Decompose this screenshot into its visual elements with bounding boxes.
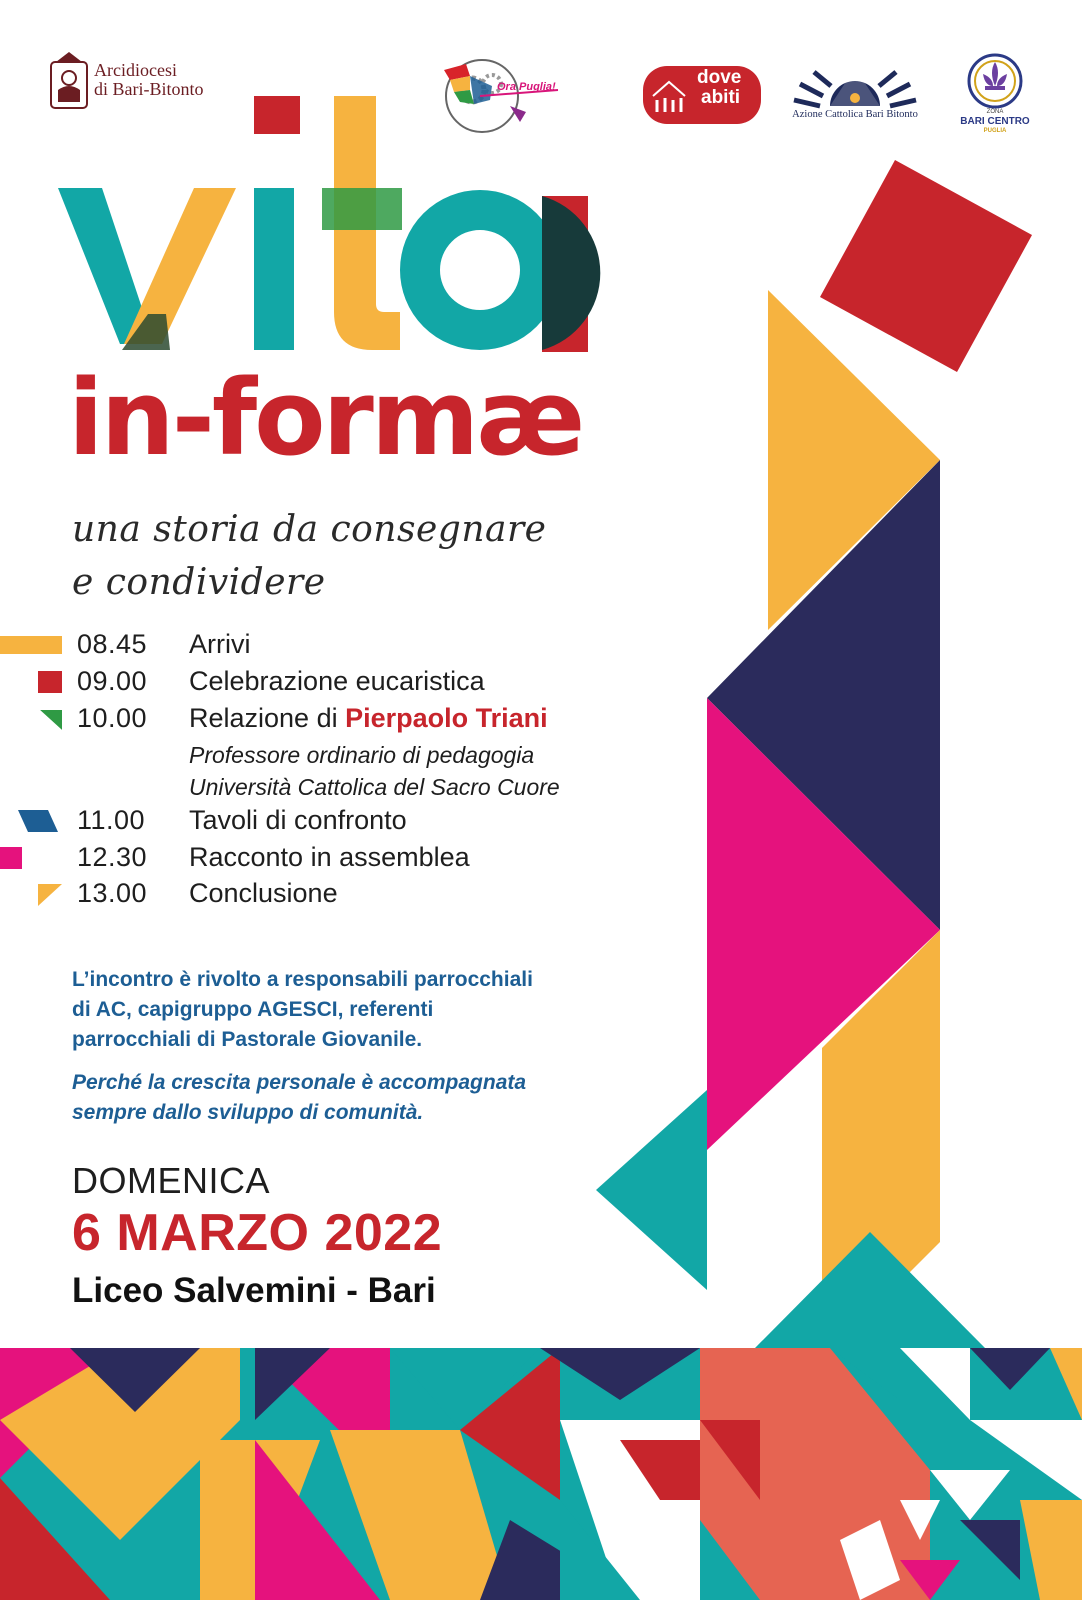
agesci-zona: ZONA [986, 109, 1004, 115]
program-title: Tavoli di confronto [189, 805, 407, 835]
agesci-name: BARI CENTRO [960, 116, 1030, 127]
program-item-1 [0, 666, 640, 702]
mosaic-band [0, 1348, 1082, 1600]
dove-word: dove [697, 67, 742, 88]
audience-line: L’incontro è rivolto a responsabili parrocchiali [72, 968, 533, 991]
speaker-affiliation: Università Cattolica del Sacro Cuore [189, 774, 560, 800]
tangram-orange-parallelogram [822, 930, 940, 1360]
audience-line: di AC, capigruppo AGESCI, referenti [72, 998, 434, 1021]
magenta-square-marker-icon [0, 847, 22, 869]
program-title [189, 703, 548, 734]
event-date: 6 MARZO 2022 [72, 1204, 443, 1262]
audience-line: parrocchiali di Pastorale Giovanile. [72, 1028, 423, 1051]
tangram-teal-foot [755, 1232, 985, 1348]
red-square-marker-icon [38, 671, 62, 693]
title-vita [50, 92, 610, 362]
tangram-navy-triangle [707, 460, 940, 930]
title-informae: in-formæ [68, 357, 583, 479]
event-venue: Liceo Salvemini - Bari [72, 1271, 436, 1310]
program-time: 09.00 [77, 666, 148, 696]
azione-cattolica-logo [790, 66, 920, 126]
arcidiocesi-line1: Arcidiocesi [94, 60, 177, 80]
title-letter-t-bar [322, 188, 402, 230]
program-title: Celebrazione eucaristica [189, 666, 485, 696]
motto-line: sempre dallo sviluppo di comunità. [72, 1101, 424, 1124]
sunrise-logo-icon [790, 66, 920, 110]
ora-puglia-label: Ora Puglia! [497, 81, 556, 93]
audience-info [72, 965, 632, 1055]
tangram-orange-triangle [768, 290, 940, 630]
program-time: 12.30 [77, 842, 148, 872]
tangram-red-square [820, 160, 1032, 372]
arcidiocesi-line2: di Bari-Bitonto [94, 79, 204, 99]
agesci-region: PUGLIA [983, 128, 1007, 134]
program-title: Racconto in assemblea [189, 842, 470, 872]
tagline-line2: e condividere [72, 562, 326, 603]
orange-bar-marker-icon [0, 636, 62, 654]
azione-cattolica-caption: Azione Cattolica Bari Bitonto [792, 109, 918, 120]
program-time: 13.00 [77, 878, 148, 908]
program-item-3 [0, 805, 640, 841]
tagline-line1: una storia da consegnare [72, 509, 547, 550]
program-title-prefix: Relazione di [189, 703, 346, 733]
program-time: 10.00 [77, 703, 148, 733]
motto [72, 1068, 632, 1128]
speaker-role: Professore ordinario di pedagogia [189, 742, 535, 768]
green-triangle-marker-icon [40, 710, 62, 730]
program-time: 08.45 [77, 629, 148, 659]
agesci-logo [955, 52, 1035, 142]
fleur-de-lis-icon [955, 52, 1035, 110]
title-letter-a-bowl [420, 210, 540, 330]
tagline [72, 503, 546, 609]
program-time: 11.00 [77, 805, 146, 835]
blue-parallelogram-marker-icon [18, 810, 58, 832]
program-title: Arrivi [189, 629, 251, 659]
dove-abiti-logo [643, 66, 761, 124]
title-letter-v-right [124, 188, 236, 344]
title-letter-i-stem [254, 188, 294, 350]
title-letter-i-dot [254, 96, 300, 134]
tangram-magenta-triangle [707, 698, 940, 1150]
motto-line: Perché la crescita personale è accompagnata [72, 1071, 527, 1094]
program-item-0 [0, 629, 640, 665]
speaker-name: Pierpaolo Triani [345, 703, 548, 733]
program-item-5 [0, 878, 640, 914]
program-title: Conclusione [189, 878, 338, 908]
title-letter-a-overlap [542, 196, 600, 350]
event-weekday: DOMENICA [72, 1160, 271, 1201]
orange-triangle-marker-icon [38, 884, 62, 906]
program-item-4 [0, 842, 640, 878]
program-item-2 [0, 703, 640, 739]
abiti-word: abiti [701, 87, 741, 108]
